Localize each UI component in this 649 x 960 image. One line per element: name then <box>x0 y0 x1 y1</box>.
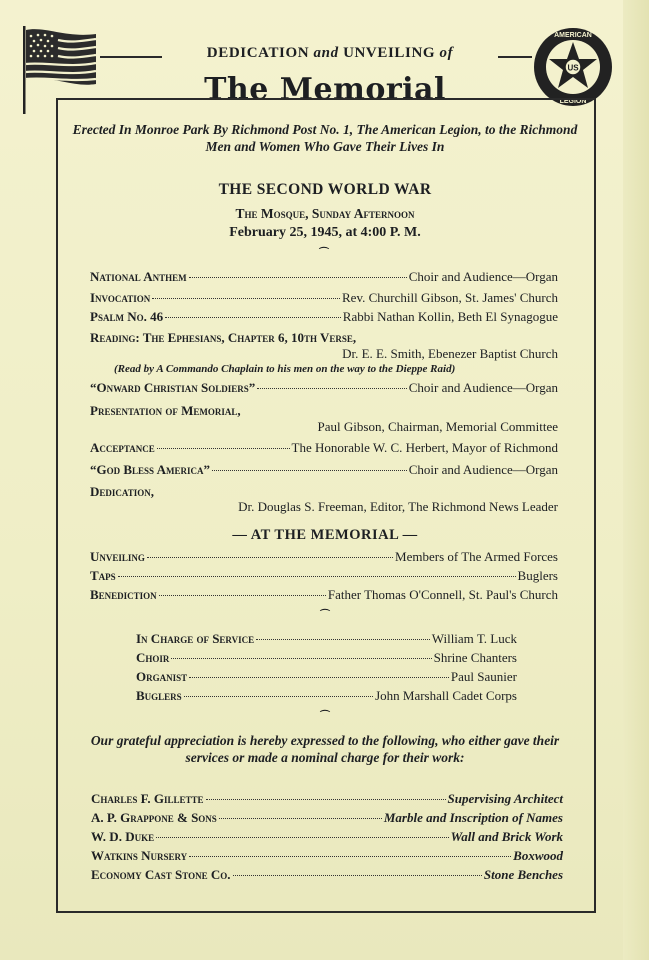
program-label: “God Bless America” <box>90 462 210 477</box>
memorial-row <box>90 568 558 584</box>
thanks-statement: Our grateful appreciation is hereby expressed to the following, who either gave their services or made a nominal charge for their work: <box>90 733 560 765</box>
leader-dots <box>152 298 340 299</box>
program-row <box>90 440 558 456</box>
contributor-row <box>91 829 563 845</box>
header-rule-right <box>498 56 532 58</box>
program-row <box>90 462 558 478</box>
leader-dots <box>233 875 482 876</box>
service-label: Choir <box>136 650 170 665</box>
leader-dots <box>219 818 382 819</box>
service-row <box>136 688 517 704</box>
program-row <box>90 290 558 306</box>
service-label: Organist <box>136 669 188 684</box>
leader-dots <box>147 557 393 558</box>
contributor-row <box>91 867 563 883</box>
leader-dots <box>184 696 373 697</box>
memorial-row <box>90 587 558 603</box>
contributor-role: Boxwood <box>513 848 563 863</box>
emblem-center-text: US <box>567 63 579 73</box>
program-performer: Dr. Douglas S. Freeman, Editor, The Richmond News Leader <box>238 499 558 514</box>
contributor-role: Wall and Brick Work <box>450 829 563 844</box>
contributor-row <box>91 848 563 864</box>
program-label: “Onward Christian Soldiers” <box>90 380 256 395</box>
leader-dots <box>159 595 326 596</box>
leader-dots <box>118 576 516 577</box>
leader-dots <box>212 470 407 471</box>
program-row <box>90 380 558 396</box>
memorial-row <box>90 549 558 565</box>
program-performer: Dr. E. E. Smith, Ebenezer Baptist Church <box>342 346 558 361</box>
service-label: In Charge of Service <box>136 631 255 646</box>
leader-dots <box>189 277 407 278</box>
contributor-row <box>91 791 563 807</box>
at-memorial-heading: — AT THE MEMORIAL — <box>232 527 418 543</box>
dedication-heading <box>160 45 500 62</box>
contributor-name: W. D. Duke <box>91 829 155 844</box>
program-label: National Anthem <box>90 269 187 284</box>
leader-dots <box>171 658 431 659</box>
contributor-role: Stone Benches <box>483 867 563 882</box>
leader-dots <box>156 837 449 838</box>
venue-line: The Mosque, Sunday Afternoon <box>235 206 415 221</box>
emblem-top-text: AMERICAN <box>554 32 592 39</box>
dedication-word: DEDICATION <box>206 45 310 61</box>
memorial-performer: Father Thomas O'Connell, St. Paul's Church <box>327 587 558 602</box>
program-performer: Rev. Churchill Gibson, St. James' Church <box>342 290 558 305</box>
memorial-performer: Members of The Armed Forces <box>395 549 558 564</box>
program-note: (Read by A Commando Chaplain to his men on the way to the Dieppe Raid) <box>114 363 456 375</box>
program-performer: Choir and Audience—Organ <box>408 269 558 284</box>
contributor-name: Watkins Nursery <box>91 848 188 863</box>
program-row <box>90 269 558 285</box>
service-name: William T. Luck <box>431 631 517 646</box>
page-edge <box>623 0 649 960</box>
leader-dots <box>206 799 446 800</box>
contributor-name: Economy Cast Stone Co. <box>91 867 231 882</box>
leader-dots <box>189 677 449 678</box>
program-performer: The Honorable W. C. Herbert, Mayor of Richmond <box>291 440 558 455</box>
date-line: February 25, 1945, at 4:00 P. M. <box>229 225 421 240</box>
ornament-icon: ⌒ <box>320 711 330 722</box>
service-row <box>136 669 517 685</box>
program-performer: Choir and Audience—Organ <box>408 380 558 395</box>
program-row <box>90 403 558 419</box>
leader-dots <box>157 448 290 449</box>
leader-dots <box>189 856 511 857</box>
memorial-label: Benediction <box>90 587 157 602</box>
contributor-name: A. P. Grappone & Sons <box>91 810 217 825</box>
leader-dots <box>257 388 407 389</box>
service-label: Buglers <box>136 688 182 703</box>
program-label: Dedication, <box>90 484 154 499</box>
service-name: Shrine Chanters <box>433 650 517 665</box>
unveiling-word: UNVEILING <box>343 45 436 61</box>
header-rule-left <box>100 56 162 58</box>
memorial-label: Taps <box>90 568 116 583</box>
program-row <box>90 330 558 346</box>
erected-statement: Erected In Monroe Park By Richmond Post No. 1, The American Legion, to the Richmond Men and Women Who Gave Their Lives In <box>72 122 578 154</box>
program-label: Psalm No. 46 <box>90 309 164 324</box>
leader-dots <box>165 317 341 318</box>
program-performer: Choir and Audience—Organ <box>408 462 558 477</box>
contributor-row <box>91 810 563 826</box>
service-row <box>136 631 517 647</box>
program-label: Acceptance <box>90 440 155 455</box>
american-legion-emblem-icon <box>532 26 614 108</box>
program-row <box>90 309 558 325</box>
page-title: The Memorial <box>204 72 446 107</box>
service-name: Paul Saunier <box>450 669 517 684</box>
dedication-of: of <box>439 45 454 61</box>
memorial-label: Unveiling <box>90 549 145 564</box>
contributor-name: Charles F. Gillette <box>91 791 204 806</box>
program-label: Invocation <box>90 290 151 305</box>
emblem-bottom-text: LEGION <box>559 98 587 105</box>
leader-dots <box>256 639 430 640</box>
war-heading: THE SECOND WORLD WAR <box>218 181 432 198</box>
dedication-and: and <box>313 45 339 61</box>
contributor-role: Marble and Inscription of Names <box>383 810 563 825</box>
program-performer: Rabbi Nathan Kollin, Beth El Synagogue <box>342 309 558 324</box>
contributor-role: Supervising Architect <box>447 791 563 806</box>
ornament-icon: ⌒ <box>319 248 329 259</box>
service-row <box>136 650 517 666</box>
program-label: Presentation of Memorial, <box>90 403 241 418</box>
ornament-icon: ⌒ <box>320 610 330 621</box>
program-performer: Paul Gibson, Chairman, Memorial Committee <box>317 419 558 434</box>
program-label: Reading: The Ephesians, Chapter 6, 10th Verse, <box>90 330 357 345</box>
program-row <box>90 484 558 500</box>
service-name: John Marshall Cadet Corps <box>375 688 517 703</box>
memorial-performer: Buglers <box>517 568 558 583</box>
